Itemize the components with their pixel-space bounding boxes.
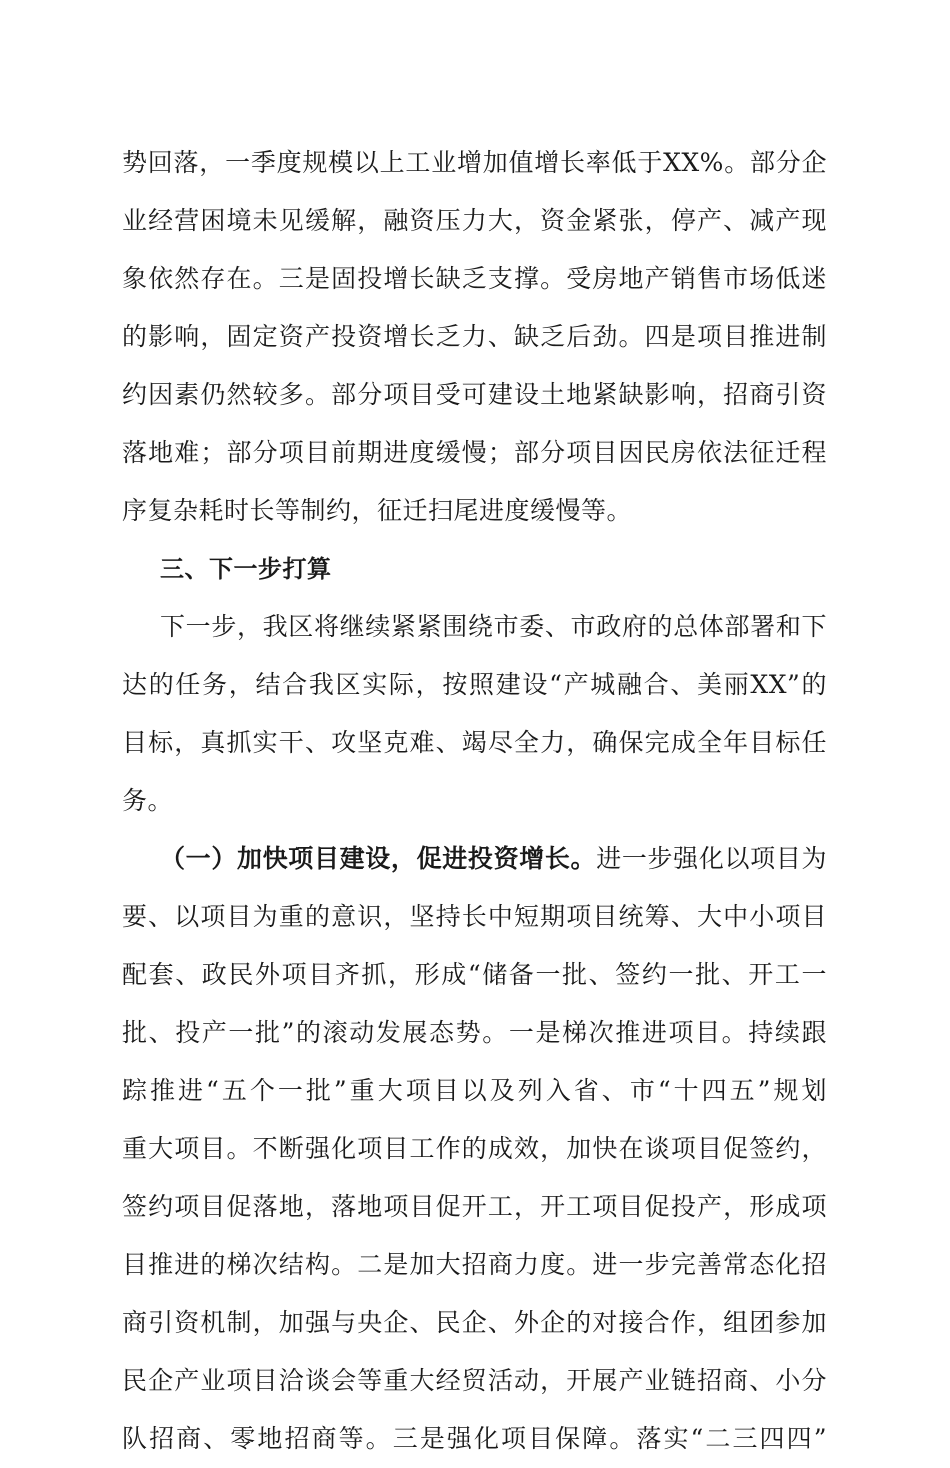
text-line: 约因素仍然较多。部分项目受可建设土地紧缺影响，招商引资 [122,380,827,409]
text-line: 目标，真抓实干、攻坚克难、竭尽全力，确保完成全年目标任 [122,728,827,757]
text-line: 势回落，一季度规模以上工业增加值增长率低于XX%。部分企 [122,148,827,177]
subheading-bold: （一）加快项目建设，促进投资增长。 [160,844,597,873]
section-heading: 三、下一步打算 [160,555,332,583]
subheading-line [122,830,827,888]
text-line: 队招商、零地招商等。三是强化项目保障。落实“二三四四” [122,1424,827,1453]
text-line: 重大项目。不断强化项目工作的成效，加快在谈项目促签约， [122,1134,827,1163]
subheading-line-rest: 进一步强化以项目为 [596,844,827,873]
text-line: 目推进的梯次结构。二是加大招商力度。进一步完善常态化招 [122,1250,827,1279]
text-line: 落地难；部分项目前期进度缓慢；部分项目因民房依法征迁程 [122,438,827,467]
paragraph-status-problems [122,134,827,1468]
text-line: 象依然存在。三是固投增长缺乏支撑。受房地产销售市场低迷 [122,264,827,293]
text-line: 的影响，固定资产投资增长乏力、缺乏后劲。四是项目推进制 [122,322,827,351]
text-line: 业经营困境未见缓解，融资压力大，资金紧张，停产、减产现 [122,206,827,235]
text-line: 配套、政民外项目齐抓，形成“储备一批、签约一批、开工一 [122,960,827,989]
text-line: 要、以项目为重的意识，坚持长中短期项目统筹、大中小项目 [122,902,827,931]
text-line: 务。 [122,786,174,815]
text-line: 达的任务，结合我区实际，按照建设“产城融合、美丽XX”的 [122,670,827,699]
text-line: 签约项目促落地，落地项目促开工，开工项目促投产，形成项 [122,1192,827,1221]
text-line: 序复杂耗时长等制约，征迁扫尾进度缓慢等。 [122,496,633,525]
text-line: 商引资机制，加强与央企、民企、外企的对接合作，组团参加 [122,1308,827,1337]
text-line: 批、投产一批”的滚动发展态势。一是梯次推进项目。持续跟 [122,1018,827,1047]
text-line: 踪推进“五个一批”重大项目以及列入省、市“十四五”规划 [122,1076,827,1105]
text-line: 民企产业项目洽谈会等重大经贸活动，开展产业链招商、小分 [122,1366,827,1395]
text-line: 下一步，我区将继续紧紧围绕市委、市政府的总体部署和下 [160,612,827,641]
